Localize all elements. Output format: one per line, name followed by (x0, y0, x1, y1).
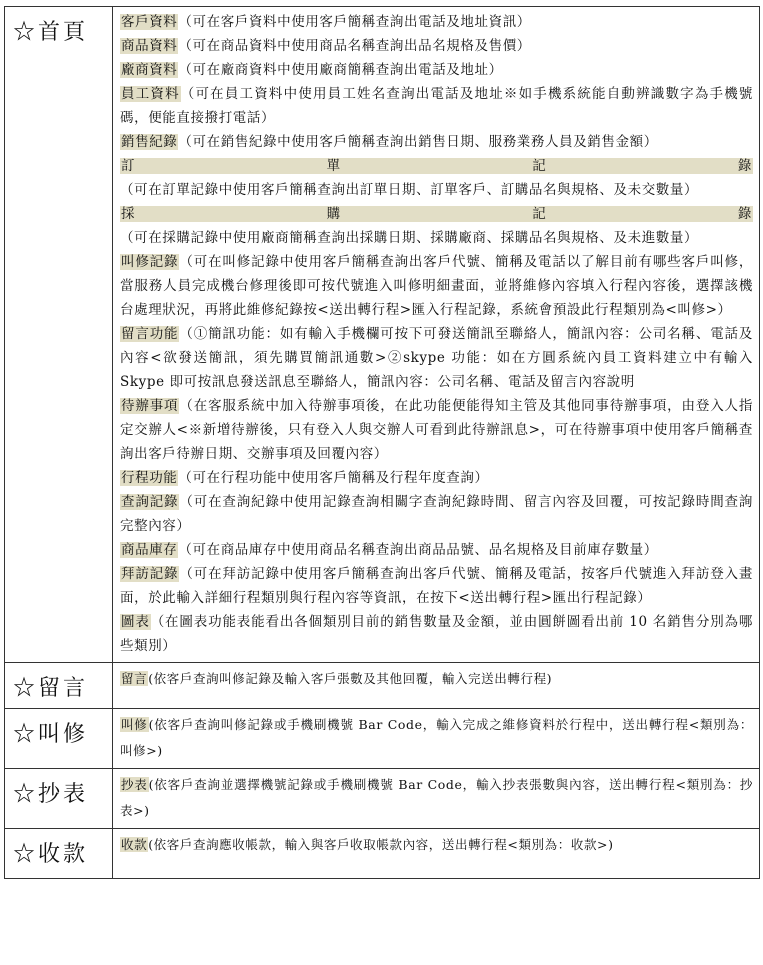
entry-term: 行程功能 (121, 470, 178, 486)
entry-desc: （可在查詢紀錄中使用記錄查詢相關字查詢紀錄時間、留言內容及回覆，可按記錄時間查詢完整內容） (120, 494, 753, 534)
section-row-home (5, 7, 760, 663)
entry-term: 銷售紀錄 (121, 134, 178, 150)
entry-desc: （在圖表功能表能看出各個類別目前的銷售數量及金額，並由圓餅圖看出前 10 名銷售分別為哪些類別） (120, 614, 753, 654)
section-title-meter: ☆抄表 (5, 769, 113, 829)
entry-desc: (依客戶查詢應收帳款，輸入與客戶收取帳款內容，送出轉行程<類別為：收款>) (148, 837, 614, 852)
entry-term: 客戶資料 (121, 14, 178, 30)
entry-desc: (依客戶查詢叫修記錄或手機刷機號 Bar Code，輸入完成之維修資料於行程中，送出轉行程<類別為：叫修>) (120, 717, 754, 758)
section-row-meter (5, 769, 760, 829)
entry-desc: (依客戶查詢叫修記錄及輸入客戶張數及其他回覆，輸入完送出轉行程) (148, 671, 553, 686)
entry-message (120, 666, 753, 692)
entry-query-records (120, 490, 753, 538)
entry-desc: (依客戶查詢並選擇機號記錄或手機刷機號 Bar Code，輸入抄表張數與內容，送出轉行程<類別為：抄表>) (120, 777, 754, 818)
entry-todo-items (120, 394, 753, 466)
entry-desc: （可在員工資料中使用員工姓名查詢出電話及地址※如手機系統能自動辨識數字為手機號碼，便能直接撥打電話） (120, 86, 754, 126)
entry-visit-records (120, 562, 753, 610)
entry-term: 留言功能 (121, 326, 179, 342)
entry-desc: （可在訂單記錄中使用客戶簡稱查詢出訂單日期、訂單客戶、訂購品名與規格、及未交數量） (120, 182, 699, 198)
entry-term: 拜訪記錄 (121, 566, 179, 582)
entry-desc: （可在廠商資料中使用廠商簡稱查詢出電話及地址） (178, 62, 503, 78)
section-row-message (5, 663, 760, 709)
entry-desc: （可在採購記錄中使用廠商簡稱查詢出採購日期、採購廠商、採購品名與規格、及未進數量） (120, 230, 699, 246)
entry-term: 商品庫存 (121, 542, 178, 558)
entry-desc: （可在銷售紀錄中使用客戶簡稱查詢出銷售日期、服務業務人員及銷售金額） (178, 134, 658, 150)
entry-term: 叫修記錄 (121, 254, 179, 270)
entry-term: 抄表 (121, 777, 148, 792)
entry-term: 收款 (121, 837, 148, 852)
entry-charts (120, 610, 753, 658)
entry-vendor-data (120, 58, 753, 82)
section-body-message (113, 663, 760, 709)
entry-desc: （可在客戶資料中使用客戶簡稱查詢出電話及地址資訊） (178, 14, 531, 30)
entry-desc: （可在商品資料中使用商品名稱查詢出品名規格及售價） (178, 38, 531, 54)
entry-message-function (120, 322, 753, 394)
entry-product-inventory (120, 538, 753, 562)
entry-customer-data (120, 10, 753, 34)
entry-repair (120, 712, 753, 764)
entry-term: 查詢記錄 (121, 494, 179, 510)
entry-term: 待辦事項 (121, 398, 179, 414)
entry-desc: （可在叫修記錄中使用客戶簡稱查詢出客戶代號、簡稱及電話以了解目前有哪些客戶叫修，當服務人員完成機台修理後即可按代號進入叫修明細畫面，並將維修內容填入行程內容後，選擇該機台處理狀況，再將此維修紀錄按<送出轉行程>匯入行程記錄，系統會預設此行程類別為<叫修>） (120, 254, 753, 318)
entry-term: 採購記錄 (121, 206, 752, 222)
section-body-payment (113, 829, 760, 879)
entry-repair-records (120, 250, 753, 322)
section-title-repair: ☆叫修 (5, 709, 113, 769)
entry-sales-records (120, 130, 753, 154)
entry-meter (120, 772, 753, 824)
entry-term: 員工資料 (121, 86, 180, 102)
entry-desc: （①簡訊功能：如有輸入手機欄可按下可發送簡訊至聯絡人，簡訊內容：公司名稱、電話及內容<欲發送簡訊，須先購買簡訊通數>②skype 功能：如在方圓系統內員工資料建立中有輸入 Skype 即可按訊息發送訊息至聯絡人，簡訊內容：公司名稱、電話及留言內容說明 (120, 326, 753, 390)
section-title-payment: ☆收款 (5, 829, 113, 879)
section-title-home: ☆首頁 (5, 7, 113, 663)
entry-desc: （可在拜訪記錄中使用客戶簡稱查詢出客戶代號、簡稱及電話，按客戶代號進入拜訪登入畫面，於此輸入詳細行程類別與行程內容等資訊，在按下<送出轉行程>匯出行程記錄） (120, 566, 753, 606)
entry-term: 叫修 (121, 717, 148, 732)
entry-term: 商品資料 (121, 38, 178, 54)
section-body-home (113, 7, 760, 663)
section-row-repair (5, 709, 760, 769)
entry-purchase-records (120, 202, 753, 250)
entry-payment (120, 832, 753, 858)
entry-employee-data (120, 82, 753, 130)
entry-desc: （可在商品庫存中使用商品名稱查詢出商品品號、品名規格及目前庫存數量） (178, 542, 658, 558)
section-body-meter (113, 769, 760, 829)
section-body-repair (113, 709, 760, 769)
entry-desc: （在客服系統中加入待辦事項後，在此功能便能得知主管及其他同事待辦事項，由登入人指定交辦人<※新增待辦後，只有登入人與交辦人可看到此待辦訊息>，可在待辦事項中使用客戶簡稱查詢出客戶待辦日期、交辦事項及回覆內容） (120, 398, 753, 462)
entry-term: 留言 (121, 671, 148, 686)
entry-schedule-function (120, 466, 753, 490)
entry-term: 圖表 (121, 614, 150, 630)
entry-desc: （可在行程功能中使用客戶簡稱及行程年度查詢） (178, 470, 489, 486)
feature-description-table (4, 6, 760, 879)
section-title-message: ☆留言 (5, 663, 113, 709)
entry-term: 訂單記錄 (121, 158, 752, 174)
section-row-payment (5, 829, 760, 879)
entry-order-records (120, 154, 753, 202)
entry-product-data (120, 34, 753, 58)
entry-term: 廠商資料 (121, 62, 178, 78)
